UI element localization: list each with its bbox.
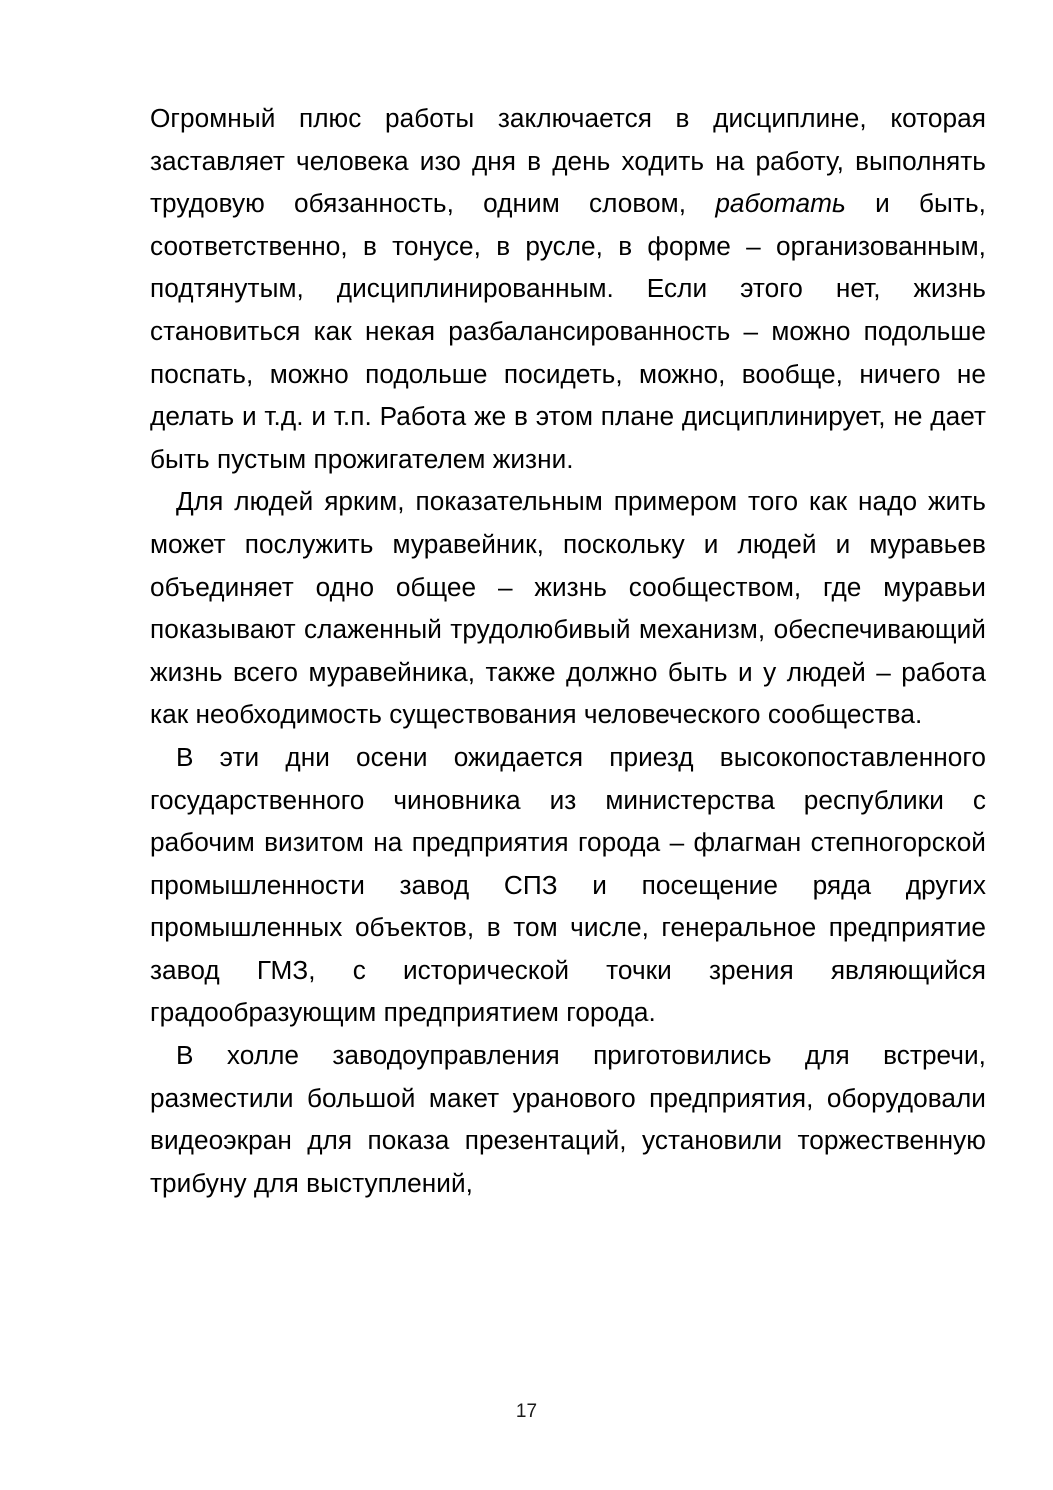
paragraph-text-run: В эти дни осени ожидается приезд высокопоставленного государственного чиновника из министерства республики с рабочим визитом на предприятия города – флагман степногорской промышленности завод СПЗ и посещение ряда других промышленных объектов, в том числе, генеральное предприятие завод ГМЗ, с исторической точки зрения являющийся градообразующим предприятием города. (150, 741, 986, 1028)
paragraph-text-run: В холле заводоуправления приготовились для встречи, разместили большой макет уранового предприятия, оборудовали видеоэкран для показа презентаций, установили торжественную трибуну для выступлений, (150, 1040, 986, 1198)
paragraph-1 (150, 97, 986, 480)
paragraph-3 (150, 736, 986, 1034)
paragraph-text-run: Для людей ярким, показательным примером того как надо жить может послужить муравейник, поскольку и людей и муравьев объединяет одно общее – жизнь сообществом, где муравьи показывают слаженный трудолюбивый механизм, обеспечивающий жизнь всего муравейника, также должно быть и у людей – работа как необходимость существования человеческого сообщества. (150, 486, 986, 730)
paragraph-text-run: Огромный плюс работы заключается в дисциплине, которая заставляет человека изо дня в день ходить на работу, выполнять трудовую обязанность, одним словом, (150, 103, 986, 219)
paragraph-2 (150, 480, 986, 736)
paragraph-4 (150, 1034, 986, 1204)
body-text-column (150, 97, 986, 1204)
paragraph-text-run: и быть, соответственно, в тонусе, в русле, в форме – организованным, подтянутым, дисциплинированным. Если этого нет, жизнь становиться как некая разбалансированность – можно подольше поспать, можно подольше посидеть, можно, вообще, ничего не делать и т.д. и т.п. Работа же в этом плане дисциплинирует, не дает быть пустым прожигателем жизни. (150, 188, 986, 474)
emphasis-text: работать (715, 188, 846, 219)
page-number: 17 (515, 1401, 538, 1422)
